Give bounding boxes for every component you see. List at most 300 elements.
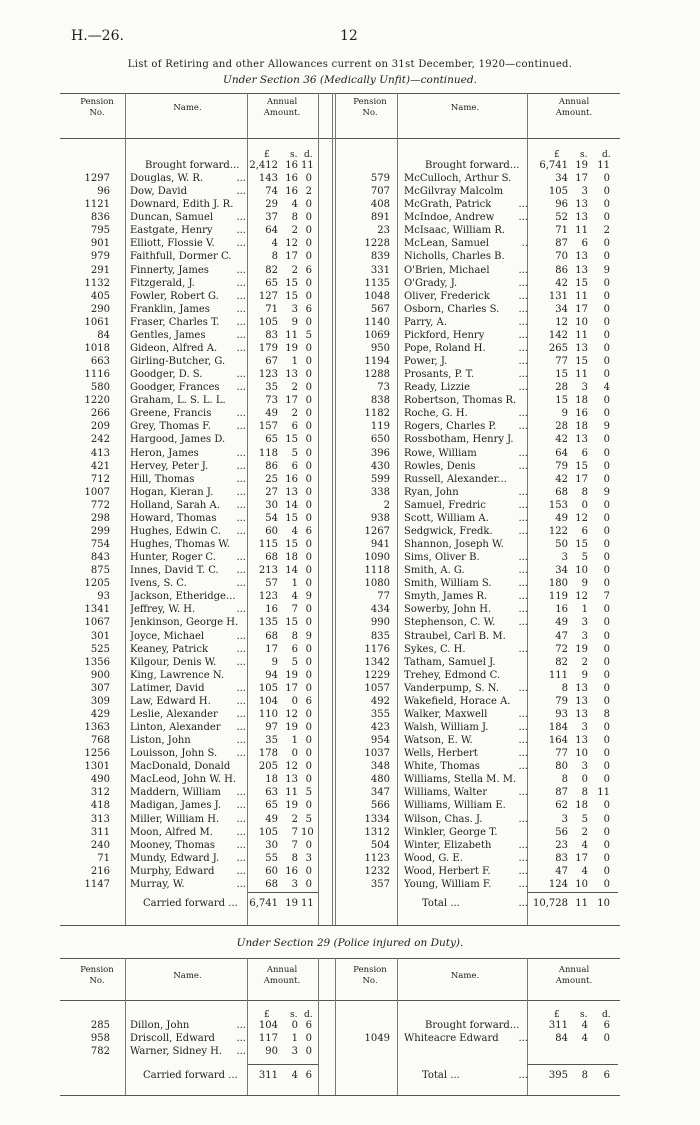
column-rule (397, 958, 398, 1095)
amount-shillings: 13 (575, 251, 588, 263)
amount-pounds: 50 (555, 539, 568, 551)
pension-number: 331 (370, 264, 390, 276)
amount-pounds: 83 (555, 852, 568, 864)
amount-shillings: 15 (575, 277, 588, 289)
amount-pence: 0 (305, 722, 312, 733)
amount-shillings: 4 (581, 1033, 588, 1044)
pensioner-name: Gentles, James (130, 329, 206, 341)
amount-pence: 0 (305, 473, 312, 485)
rule-header (60, 138, 620, 139)
pension-number: 405 (90, 290, 110, 302)
amount-shillings: 8 (291, 630, 298, 642)
amount-pence: 0 (305, 212, 312, 224)
leader-dots: ... (518, 878, 528, 890)
column-rule (247, 93, 248, 138)
column-rule (318, 138, 319, 925)
amount-pounds: 52 (555, 212, 568, 224)
amount-shillings: 8 (581, 1070, 588, 1081)
amount-shillings: 3 (581, 630, 588, 642)
pension-number: 301 (90, 630, 110, 642)
amount-pounds: 35 (265, 382, 278, 394)
amount-pence: 0 (603, 735, 610, 747)
leader-dots: ... (236, 839, 246, 851)
amount-shillings: 8 (291, 212, 298, 224)
amount-pence: 0 (305, 499, 312, 511)
carried-forward-row-label: Carried forward ... (143, 1070, 238, 1081)
leader-dots: ... (236, 473, 246, 485)
amount-pounds: 25 (265, 473, 278, 485)
pension-number: 839 (370, 251, 390, 263)
pension-number: 901 (90, 238, 110, 250)
amount-shillings: 9 (581, 578, 588, 590)
amount-shillings: 3 (581, 186, 588, 198)
pensioner-name: Hughes, Edwin C. (130, 525, 221, 537)
amount-pence: 0 (305, 225, 312, 237)
amount-pounds: 2,412 (249, 160, 278, 171)
pension-number: 567 (370, 303, 390, 315)
pence-unit: d. (602, 1010, 611, 1020)
amount-pence: 6 (305, 303, 312, 315)
leader-dots: ... (518, 512, 528, 524)
pensioner-name: Jenkinson, George H. (130, 617, 239, 629)
amount-shillings: 19 (285, 342, 298, 354)
leader-dots: ... (236, 382, 246, 394)
pensioner-name: Keaney, Patrick (130, 643, 209, 655)
pension-number: 1140 (364, 316, 390, 328)
leader-dots: ... (236, 682, 246, 694)
amount-pence: 0 (603, 199, 610, 211)
pensioner-name: Ryan, John (404, 486, 459, 498)
amount-pounds: 34 (555, 303, 568, 315)
amount-shillings: 3 (291, 1046, 298, 1057)
pensioner-name: Watson, E. W. (404, 735, 473, 747)
amount-pence: 11 (301, 898, 314, 909)
pensioner-name: McCulloch, Arthur S. (404, 173, 512, 185)
amount-pence: 0 (603, 395, 610, 407)
pension-number: 1116 (84, 369, 110, 381)
amount-pounds: 34 (555, 173, 568, 185)
amount-pence: 0 (305, 356, 312, 368)
amount-shillings: 0 (581, 499, 588, 511)
amount-shillings: 15 (575, 460, 588, 472)
amount-pounds: 84 (555, 1033, 568, 1044)
amount-shillings: 3 (581, 722, 588, 733)
annual-amount-header: Annual Amount. (263, 97, 301, 118)
amount-shillings: 13 (285, 774, 298, 786)
amount-shillings: 7 (291, 839, 298, 851)
pensioner-name: Hill, Thomas (130, 473, 195, 485)
amount-pounds: 64 (265, 225, 278, 237)
amount-shillings: 2 (581, 826, 588, 838)
pension-number: 347 (370, 787, 390, 799)
amount-shillings: 13 (575, 735, 588, 747)
pensioner-name: Robertson, Thomas R. (404, 395, 517, 407)
pensioner-name: Oliver, Frederick (404, 290, 490, 302)
leader-dots: ... (236, 878, 246, 890)
pensioner-name: Wells, Herbert (404, 748, 478, 760)
pensioner-name: Elliott, Flossie V. (130, 238, 215, 250)
amount-shillings: 8 (291, 852, 298, 864)
rule-header (60, 1000, 620, 1001)
rule-sum (527, 1064, 618, 1065)
amount-shillings: 16 (285, 186, 298, 198)
pensioner-name: Finnerty, James (130, 264, 209, 276)
pensioner-name: McGilvray Malcolm (404, 186, 504, 198)
pension-number: 299 (90, 525, 110, 537)
leader-dots: ... (236, 303, 246, 315)
pensioner-name: Greene, Francis (130, 408, 212, 420)
amount-pounds: 90 (265, 1046, 278, 1057)
amount-pounds: 178 (258, 748, 278, 760)
amount-shillings: 2 (291, 225, 298, 237)
pension-number: 1090 (364, 552, 390, 564)
pensioner-name: Fitzgerald, J. (130, 277, 195, 289)
pension-number: 795 (90, 225, 110, 237)
amount-pence: 0 (603, 630, 610, 642)
amount-pence: 0 (305, 342, 312, 354)
amount-shillings: 18 (575, 800, 588, 812)
amount-pence: 0 (305, 251, 312, 263)
leader-dots: ... (518, 369, 528, 381)
amount-shillings: 2 (291, 382, 298, 394)
leader-dots: ... (236, 722, 246, 733)
pensioner-name: Girling-Butcher, G. (130, 356, 226, 368)
amount-pounds: 3 (561, 552, 568, 564)
pension-number: 84 (97, 329, 110, 341)
leader-dots: ... (518, 421, 528, 433)
amount-shillings: 2 (291, 813, 298, 825)
pension-number: 490 (90, 774, 110, 786)
pension-number: 1334 (364, 813, 390, 825)
amount-pounds: 68 (555, 486, 568, 498)
amount-pounds: 15 (555, 369, 568, 381)
pension-number: 480 (370, 774, 390, 786)
amount-shillings: 13 (285, 486, 298, 498)
amount-pence: 9 (603, 264, 610, 276)
amount-pounds: 9 (271, 656, 278, 668)
amount-shillings: 3 (581, 382, 588, 394)
pension-number: 240 (90, 839, 110, 851)
amount-pounds: 28 (555, 382, 568, 394)
pensioner-name: Kilgour, Denis W. (130, 656, 217, 668)
amount-pounds: 80 (555, 761, 568, 773)
pension-number: 900 (90, 669, 110, 681)
pensioner-name: Duncan, Samuel (130, 212, 214, 224)
pension-number: 1301 (84, 761, 110, 773)
pensioner-name: Ready, Lizzie (404, 382, 470, 394)
total-row-label: Total ... (422, 898, 460, 909)
amount-shillings: 12 (285, 238, 298, 250)
amount-pounds: 96 (555, 199, 568, 211)
pension-number: 307 (90, 682, 110, 694)
pension-number: 338 (370, 486, 390, 498)
amount-shillings: 4 (291, 591, 298, 603)
amount-pence: 0 (603, 473, 610, 485)
pension-number: 421 (90, 460, 110, 472)
pensioner-name: Maddern, William (130, 787, 221, 799)
amount-shillings: 5 (291, 447, 298, 459)
pension-number: 1232 (364, 865, 390, 877)
amount-shillings: 1 (581, 604, 588, 616)
pensioner-name: Louisson, John S. (130, 748, 218, 760)
pensioner-name: Pickford, Henry (404, 329, 485, 341)
leader-dots: ... (518, 643, 528, 655)
rule-sum (248, 892, 318, 893)
amount-pounds: 47 (555, 630, 568, 642)
leader-dots: ... (518, 617, 528, 629)
annual-amount-header: Annual Amount. (555, 965, 593, 986)
pensioner-name: Gideon, Alfred A. (130, 342, 218, 354)
pensioner-name: Stephenson, C. W. (404, 617, 496, 629)
amount-pence: 0 (305, 290, 312, 302)
amount-shillings: 0 (291, 748, 298, 760)
leader-dots: ... (236, 813, 246, 825)
pensioner-name: Russell, Alexander... (404, 473, 507, 485)
pension-number: 357 (370, 878, 390, 890)
pension-number: 990 (370, 617, 390, 629)
amount-pounds: 3 (561, 813, 568, 825)
pension-number: 835 (370, 630, 390, 642)
pound-unit: £ (554, 150, 560, 160)
amount-shillings: 4 (581, 839, 588, 851)
pensioner-name: Osborn, Charles S. (404, 303, 500, 315)
annual-amount-header: Annual Amount. (555, 97, 593, 118)
amount-pounds: 4 (271, 238, 278, 250)
pension-number: 1342 (364, 656, 390, 668)
pensioner-name: Dillon, John (130, 1020, 190, 1031)
amount-pounds: 12 (555, 316, 568, 328)
pensioner-name: Miller, William H. (130, 813, 220, 825)
amount-pounds: 77 (555, 356, 568, 368)
amount-pence: 0 (305, 552, 312, 564)
amount-pounds: 68 (265, 630, 278, 642)
amount-pounds: 8 (271, 251, 278, 263)
pensioner-name: Goodger, D. S. (130, 369, 203, 381)
leader-dots: ... (518, 499, 528, 511)
pensioner-name: King, Lawrence N. (130, 669, 225, 681)
amount-shillings: 16 (575, 408, 588, 420)
amount-shillings: 4 (581, 1020, 588, 1031)
pension-number: 2 (383, 499, 390, 511)
total-row-label: Total ... (422, 1070, 460, 1081)
amount-pence: 6 (305, 695, 312, 707)
amount-pounds: 34 (555, 565, 568, 577)
pension-number: 1182 (364, 408, 390, 420)
leader-dots: ... (236, 748, 246, 760)
leader-dots: ... (518, 460, 528, 472)
leader-dots: ... (236, 578, 246, 590)
leader-dots: ... (518, 565, 528, 577)
amount-pounds: 6,741 (249, 898, 278, 909)
amount-pence: 6 (305, 264, 312, 276)
amount-shillings: 17 (285, 682, 298, 694)
amount-shillings: 6 (581, 525, 588, 537)
amount-pounds: 65 (265, 277, 278, 289)
pence-unit: d. (304, 1010, 313, 1020)
amount-pounds: 6,741 (539, 160, 568, 171)
pension-number: 1205 (84, 578, 110, 590)
name-header: Name. (450, 971, 480, 981)
leader-dots: ... (518, 486, 528, 498)
pension-number: 580 (90, 382, 110, 394)
pensioner-name: Smith, A. G. (404, 565, 465, 577)
leader-dots: ... (236, 695, 246, 707)
amount-pence: 0 (603, 826, 610, 838)
amount-pence: 0 (603, 356, 610, 368)
amount-pounds: 15 (555, 395, 568, 407)
pensioner-name: Wakefield, Horace A. (404, 695, 511, 707)
brought-forward-row-label: Brought forward... (425, 160, 520, 171)
amount-shillings: 13 (575, 199, 588, 211)
pensioner-name: Hervey, Peter J. (130, 460, 209, 472)
leader-dots: ... (518, 748, 528, 760)
amount-pounds: 79 (555, 460, 568, 472)
amount-pence: 0 (305, 800, 312, 812)
amount-pence: 0 (603, 1033, 610, 1044)
leader-dots: ... (236, 787, 246, 799)
amount-shillings: 13 (575, 682, 588, 694)
pension-number: 782 (90, 1046, 110, 1057)
pensioner-name: Roche, G. H. (404, 408, 468, 420)
amount-shillings: 9 (291, 316, 298, 328)
pensioner-name: Madigan, James J. (130, 800, 222, 812)
column-rule (125, 93, 126, 138)
rule-bottom (60, 925, 620, 926)
amount-pounds: 10,728 (533, 898, 568, 909)
amount-pounds: 135 (258, 617, 278, 629)
amount-pounds: 118 (258, 447, 278, 459)
pension-number: 1061 (84, 316, 110, 328)
pensioner-name: McLean, Samuel (404, 238, 490, 250)
pensioner-name: Williams, William E. (404, 800, 506, 812)
amount-pence: 0 (305, 1046, 312, 1057)
pension-number: 216 (90, 865, 110, 877)
pensioner-name: Wood, G. E. (404, 852, 463, 864)
leader-dots: ... (236, 525, 246, 537)
leader-dots: ... (518, 290, 528, 302)
amount-shillings: 19 (285, 800, 298, 812)
column-rule (318, 958, 319, 1095)
amount-pounds: 16 (555, 604, 568, 616)
shilling-unit: s. (580, 150, 588, 160)
amount-shillings: 2 (291, 408, 298, 420)
pension-number: 492 (370, 695, 390, 707)
amount-pence: 0 (305, 369, 312, 381)
pension-number: 891 (370, 212, 390, 224)
pensioner-name: Straubel, Carl B. M. (404, 630, 506, 642)
amount-shillings: 15 (285, 539, 298, 551)
leader-dots: ... (236, 708, 246, 720)
amount-pence: 6 (603, 1070, 610, 1081)
leader-dots: ... (518, 329, 528, 341)
amount-shillings: 0 (291, 1020, 298, 1031)
pension-number: 599 (370, 473, 390, 485)
pensioner-name: Fowler, Robert G. (130, 290, 219, 302)
pensioner-name: Grey, Thomas F. (130, 421, 211, 433)
amount-pence: 0 (305, 682, 312, 694)
leader-dots: ... (236, 1033, 246, 1044)
pension-number: 348 (370, 761, 390, 773)
pension-number: 1121 (84, 199, 110, 211)
amount-pounds: 87 (555, 238, 568, 250)
pensioner-name: Pope, Roland H. (404, 342, 486, 354)
amount-pence: 0 (305, 774, 312, 786)
amount-shillings: 1 (291, 1033, 298, 1044)
amount-shillings: 19 (285, 898, 298, 909)
amount-pounds: 105 (548, 186, 568, 198)
pensioner-name: Dow, David (130, 186, 187, 198)
pension-number: 1312 (364, 826, 390, 838)
amount-pence: 2 (305, 186, 312, 198)
amount-pounds: 47 (555, 865, 568, 877)
pensioner-name: Parry, A. (404, 316, 447, 328)
pensioner-name: Power, J. (404, 356, 448, 368)
pension-number: 1194 (364, 356, 390, 368)
pound-unit: £ (264, 1010, 270, 1020)
amount-shillings: 15 (285, 617, 298, 629)
amount-pounds: 64 (555, 447, 568, 459)
amount-pounds: 94 (265, 669, 278, 681)
pension-number: 291 (90, 264, 110, 276)
amount-shillings: 11 (575, 369, 588, 381)
pension-number: 1037 (364, 748, 390, 760)
pensioner-name: McIsaac, William R. (404, 225, 506, 237)
amount-pence: 10 (597, 898, 610, 909)
pension-number: 77 (377, 591, 390, 603)
pension-number: 408 (370, 199, 390, 211)
leader-dots: ... (518, 865, 528, 877)
amount-pounds: 30 (265, 839, 278, 851)
amount-pounds: 97 (265, 722, 278, 733)
leader-dots: ... (236, 290, 246, 302)
amount-shillings: 13 (575, 212, 588, 224)
amount-pounds: 65 (265, 800, 278, 812)
pensioner-name: Hughes, Thomas W. (130, 539, 231, 551)
pension-number: 650 (370, 434, 390, 446)
pension-number: 954 (370, 735, 390, 747)
amount-shillings: 15 (575, 539, 588, 551)
pension-number: 396 (370, 447, 390, 459)
amount-shillings: 1 (291, 735, 298, 747)
pension-number: 311 (90, 826, 110, 838)
amount-pence: 0 (305, 395, 312, 407)
brought-forward-row-label: Brought forward... (145, 160, 240, 171)
leader-dots: ... (518, 1033, 528, 1044)
amount-pence: 0 (603, 290, 610, 302)
amount-pounds: 49 (555, 512, 568, 524)
pensioner-name: White, Thomas (404, 761, 480, 773)
amount-pence: 0 (603, 682, 610, 694)
pensioner-name: Williams, Stella M. M. (404, 774, 517, 786)
amount-shillings: 17 (575, 852, 588, 864)
amount-pence: 0 (305, 669, 312, 681)
leader-dots: ... (518, 277, 528, 289)
pension-number: 290 (90, 303, 110, 315)
pension-number: 298 (90, 512, 110, 524)
pension-number: 209 (90, 421, 110, 433)
leader-dots: ... (236, 421, 246, 433)
amount-pounds: 68 (265, 552, 278, 564)
pensioner-name: Trehey, Edmond C. (404, 669, 501, 681)
pension-number: 1123 (364, 852, 390, 864)
leader-dots: ... (236, 1046, 246, 1057)
leader-dots: ... (518, 761, 528, 773)
amount-pence: 0 (305, 434, 312, 446)
pensioner-name: Sowerby, John H. (404, 604, 492, 616)
amount-shillings: 4 (291, 525, 298, 537)
amount-shillings: 6 (291, 421, 298, 433)
pensioner-name: Linton, Alexander (130, 722, 221, 733)
